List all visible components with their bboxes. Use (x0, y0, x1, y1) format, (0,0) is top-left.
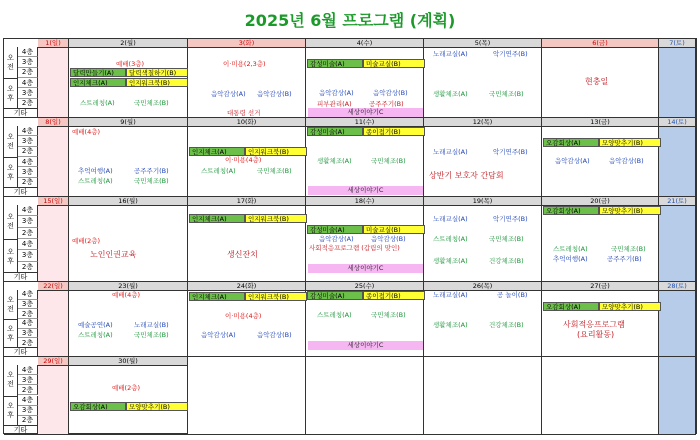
program-item[interactable]: 사회적응프로그램 (갑림의 맞인) (309, 244, 400, 252)
program-item[interactable]: 국민체조(B) (611, 245, 646, 253)
day-header: 28(토) (659, 282, 695, 291)
pm-label: 오 후 (4, 157, 18, 188)
day-header: 2(월) (69, 39, 187, 48)
etc-bar[interactable]: 세상이야기C (308, 108, 423, 117)
day-cell (306, 357, 424, 434)
program-item[interactable]: 스트레칭(A) (78, 331, 113, 339)
program-chip[interactable]: 달력만들기(A) (70, 68, 126, 77)
program-chip[interactable]: 감성미술(A) (307, 225, 363, 234)
program-item[interactable]: 국민체조(B) (371, 311, 406, 319)
floor-label: 3층 (18, 300, 38, 310)
floor-label: 4층 (18, 396, 38, 406)
program-item[interactable]: 이·미용(4층) (225, 156, 262, 164)
program-chip[interactable]: 감성미술(A) (307, 59, 363, 68)
program-item[interactable]: 음악감상(A) (211, 90, 246, 98)
floor-label: 2층 (18, 309, 38, 319)
program-chip[interactable]: 감성미술(A) (307, 291, 363, 300)
calendar-grid (3, 38, 697, 434)
program-item[interactable]: 음악감상(A) (319, 235, 354, 243)
floor-label: 2층 (18, 99, 38, 109)
floor-label: 2층 (18, 68, 38, 78)
day-cell (659, 118, 696, 196)
etc-label: 기타 (4, 187, 38, 196)
program-item[interactable]: 예술공연(A) (78, 321, 113, 329)
program-item[interactable]: 생활체조(A) (433, 257, 468, 265)
day-header: 10(화) (188, 118, 305, 127)
day-header: 15(일) (38, 197, 68, 206)
program-chip[interactable]: 인지체크(A) (189, 214, 245, 223)
floor-label: 3층 (18, 375, 38, 385)
program-item[interactable]: 생활체조(A) (317, 157, 352, 165)
etc-label: 기타 (4, 272, 38, 281)
week-row (4, 357, 696, 435)
program-item[interactable]: 음악감상(B) (609, 157, 644, 165)
floor-label: 3층 (18, 57, 38, 67)
etc-label: 기타 (4, 425, 38, 434)
floor-label: 2층 (18, 178, 38, 188)
special-event[interactable]: 현충일 (585, 77, 609, 86)
day-cell (659, 197, 696, 281)
floor-label: 4층 (18, 365, 38, 375)
special-event[interactable]: 노인인권교육 (90, 250, 137, 259)
program-item[interactable]: 국민체조(B) (371, 157, 406, 165)
program-chip[interactable]: 오감회상(A) (543, 138, 599, 147)
day-header: 16(월) (69, 197, 187, 206)
floor-label: 2층 (18, 262, 38, 273)
program-item[interactable]: 피부관리(A) (317, 100, 352, 108)
day-header: 22(일) (38, 282, 68, 291)
day-header: 30(월) (69, 357, 187, 366)
program-item[interactable]: 악기연주(B) (493, 50, 528, 58)
program-chip[interactable]: 모양맞추기(B) (599, 302, 661, 311)
program-chip[interactable]: 인지워크북(B) (245, 292, 307, 301)
program-item[interactable]: 음악감상(B) (371, 235, 406, 243)
etc-bar[interactable]: 세상이야기C (308, 264, 423, 273)
day-header: 24(화) (188, 282, 305, 291)
day-header: 12(목) (424, 118, 541, 127)
program-item[interactable]: 생활체조(A) (433, 90, 468, 98)
program-chip[interactable]: 인지워크북(B) (126, 78, 188, 87)
program-chip[interactable]: 종이접기(B) (363, 127, 425, 136)
day-cell (69, 357, 188, 434)
program-item[interactable]: 국민체조(B) (134, 177, 169, 185)
pm-label: 오 후 (4, 396, 18, 427)
floor-label: 3층 (18, 167, 38, 177)
page-title: 2025년 6월 프로그램 (계획) (244, 10, 456, 30)
day-cell (659, 357, 696, 434)
program-item[interactable]: 공 놀이(B) (497, 291, 528, 299)
floor-label: 2층 (18, 416, 38, 426)
program-chip[interactable]: 모양맞추기(B) (599, 138, 661, 147)
program-item[interactable]: 공주주기(B) (134, 167, 169, 175)
program-chip[interactable]: 인지워크북(B) (245, 214, 307, 223)
program-chip[interactable]: 인지체크(A) (189, 292, 245, 301)
day-header: 25(수) (306, 282, 423, 291)
floor-label: 4층 (18, 205, 38, 216)
program-item[interactable]: 국민체조(B) (489, 90, 524, 98)
floor-label: 4층 (18, 290, 38, 300)
program-item[interactable]: 생활체조(A) (433, 321, 468, 329)
program-item[interactable]: 추억여행(A) (78, 167, 113, 175)
day-header: 19(목) (424, 197, 541, 206)
program-item[interactable]: 건강체조(B) (489, 321, 524, 329)
floor-label: 3층 (18, 329, 38, 339)
floor-label: 4층 (18, 239, 38, 250)
day-header: 18(수) (306, 197, 423, 206)
day-cell (38, 197, 69, 281)
program-item[interactable]: 음악감상(B) (257, 90, 292, 98)
program-chip[interactable]: 인지워크북(B) (245, 147, 307, 156)
program-chip[interactable]: 모양맞추기(B) (599, 206, 661, 215)
day-header: 23(월) (69, 282, 187, 291)
program-item[interactable]: 이·미용(2,3층) (223, 60, 266, 68)
program-item[interactable]: 예배(3층) (116, 60, 145, 68)
day-cell (38, 357, 69, 434)
program-item[interactable]: 악기연주(B) (493, 215, 528, 223)
day-cell (38, 118, 69, 196)
day-header: 1(일) (38, 39, 68, 48)
day-cell (38, 282, 69, 356)
program-item[interactable]: 예배(4층) (72, 128, 101, 136)
etc-label: 기타 (4, 108, 38, 117)
program-chip[interactable]: 감성미술(A) (307, 127, 363, 136)
program-item[interactable]: 국민체조(B) (134, 99, 169, 107)
day-header: 8(일) (38, 118, 68, 127)
program-chip[interactable]: 미술교실(B) (363, 59, 425, 68)
program-chip[interactable]: 미술교실(B) (363, 225, 425, 234)
day-cell (188, 357, 306, 434)
program-item[interactable]: 공주주기(B) (369, 100, 404, 108)
floor-label: 4층 (18, 47, 38, 57)
floor-label: 4층 (18, 319, 38, 329)
program-item[interactable]: 이·미용(4층) (225, 312, 262, 320)
program-item[interactable]: 음악감상(A) (555, 157, 590, 165)
am-label: 오 전 (4, 47, 18, 78)
day-header: 3(화) (188, 39, 305, 48)
etc-label: 기타 (4, 347, 38, 356)
program-chip[interactable]: 모양맞추기(B) (126, 402, 188, 411)
program-chip[interactable]: 오감회상(A) (543, 302, 599, 311)
am-label: 오 전 (4, 365, 18, 396)
etc-bar[interactable]: 세상이야기C (308, 341, 423, 350)
day-header: 21(토) (659, 197, 695, 206)
program-item[interactable]: 음악감상(A) (319, 89, 354, 97)
program-chip[interactable]: 달력색칠하기(B) (126, 68, 188, 77)
program-chip[interactable]: 종이접기(B) (363, 291, 425, 300)
program-chip[interactable]: 오감회상(A) (70, 402, 126, 411)
program-item[interactable]: 스트레칭(A) (553, 245, 588, 253)
program-item[interactable]: 음악감상(B) (373, 89, 408, 97)
special-event[interactable]: 상반기 보호자 간담회 (429, 171, 504, 180)
day-cell (542, 357, 659, 434)
special-event[interactable]: (요리활동) (577, 330, 615, 339)
floor-label: 2층 (18, 147, 38, 157)
program-item[interactable]: 국민체조(B) (489, 235, 524, 243)
program-item[interactable]: 노래교실(A) (433, 291, 468, 299)
program-item[interactable]: 음악감상(A) (201, 331, 236, 339)
program-chip[interactable]: 오감회상(A) (543, 206, 599, 215)
pm-label: 오 후 (4, 319, 18, 348)
program-chip[interactable]: 인지체크(A) (70, 78, 126, 87)
floor-label: 3층 (18, 216, 38, 227)
program-item[interactable]: 악기연주(B) (493, 148, 528, 156)
floor-label: 2층 (18, 338, 38, 348)
day-cell (188, 39, 306, 117)
program-item[interactable]: 국민체조(B) (257, 167, 292, 175)
pm-label: 오 후 (4, 239, 18, 273)
am-label: 오 전 (4, 205, 18, 239)
special-event[interactable]: 생신잔치 (227, 250, 258, 259)
program-item[interactable]: 스트레칭(A) (201, 167, 236, 175)
program-item[interactable]: 노래교실(A) (433, 215, 468, 223)
program-item[interactable]: 예배(2층) (112, 384, 141, 392)
floor-label: 3층 (18, 136, 38, 146)
day-header: 5(목) (424, 39, 541, 48)
floor-label: 4층 (18, 157, 38, 167)
day-header: 20(금) (542, 197, 658, 206)
day-cell (424, 357, 542, 434)
program-item[interactable]: 추억여행(A) (553, 255, 588, 263)
program-item[interactable]: 공주주기(B) (607, 255, 642, 263)
program-item[interactable]: 노래교실(B) (134, 321, 169, 329)
day-header: 7(토) (659, 39, 695, 48)
day-header: 9(월) (69, 118, 187, 127)
program-item[interactable]: 국민체조(B) (134, 331, 169, 339)
am-label: 오 전 (4, 290, 18, 319)
day-header: 29(일) (38, 357, 68, 366)
program-item[interactable]: 스트레칭(A) (317, 311, 352, 319)
day-header: 11(수) (306, 118, 423, 127)
etc-bar[interactable]: 세상이야기C (308, 186, 423, 195)
program-item[interactable]: 예배(4층) (112, 291, 141, 299)
special-event[interactable]: 사회적응프로그램 (563, 320, 625, 329)
program-item[interactable]: 음악감상(B) (257, 331, 292, 339)
program-item[interactable]: 노래교실(A) (433, 50, 468, 58)
program-item[interactable]: 대통령 선거 (227, 109, 261, 117)
day-cell (424, 118, 542, 196)
day-cell (659, 39, 696, 117)
floor-label: 3층 (18, 88, 38, 98)
day-header: 26(목) (424, 282, 541, 291)
program-item[interactable]: 스트레칭(A) (433, 235, 468, 243)
floor-label: 4층 (18, 78, 38, 88)
day-header: 14(토) (659, 118, 695, 127)
am-label: 오 전 (4, 126, 18, 157)
floor-label: 2층 (18, 385, 38, 395)
day-cell (188, 197, 306, 281)
day-cell (659, 282, 696, 356)
day-header: 13(금) (542, 118, 658, 127)
day-header: 6(금) (542, 39, 658, 48)
floor-label: 2층 (18, 228, 38, 239)
floor-label: 3층 (18, 250, 38, 261)
day-cell (38, 39, 69, 117)
program-item[interactable]: 스트레칭(A) (80, 99, 115, 107)
floor-label: 3층 (18, 406, 38, 416)
program-chip[interactable]: 인지체크(A) (189, 147, 245, 156)
day-header: 4(수) (306, 39, 423, 48)
day-header: 27(금) (542, 282, 658, 291)
program-item[interactable]: 건강체조(B) (489, 257, 524, 265)
floor-label: 4층 (18, 126, 38, 136)
pm-label: 오 후 (4, 78, 18, 109)
day-header: 17(화) (188, 197, 305, 206)
program-item[interactable]: 스트레칭(A) (78, 177, 113, 185)
program-item[interactable]: 예배(2층) (72, 237, 101, 245)
program-item[interactable]: 노래교실(A) (433, 148, 468, 156)
